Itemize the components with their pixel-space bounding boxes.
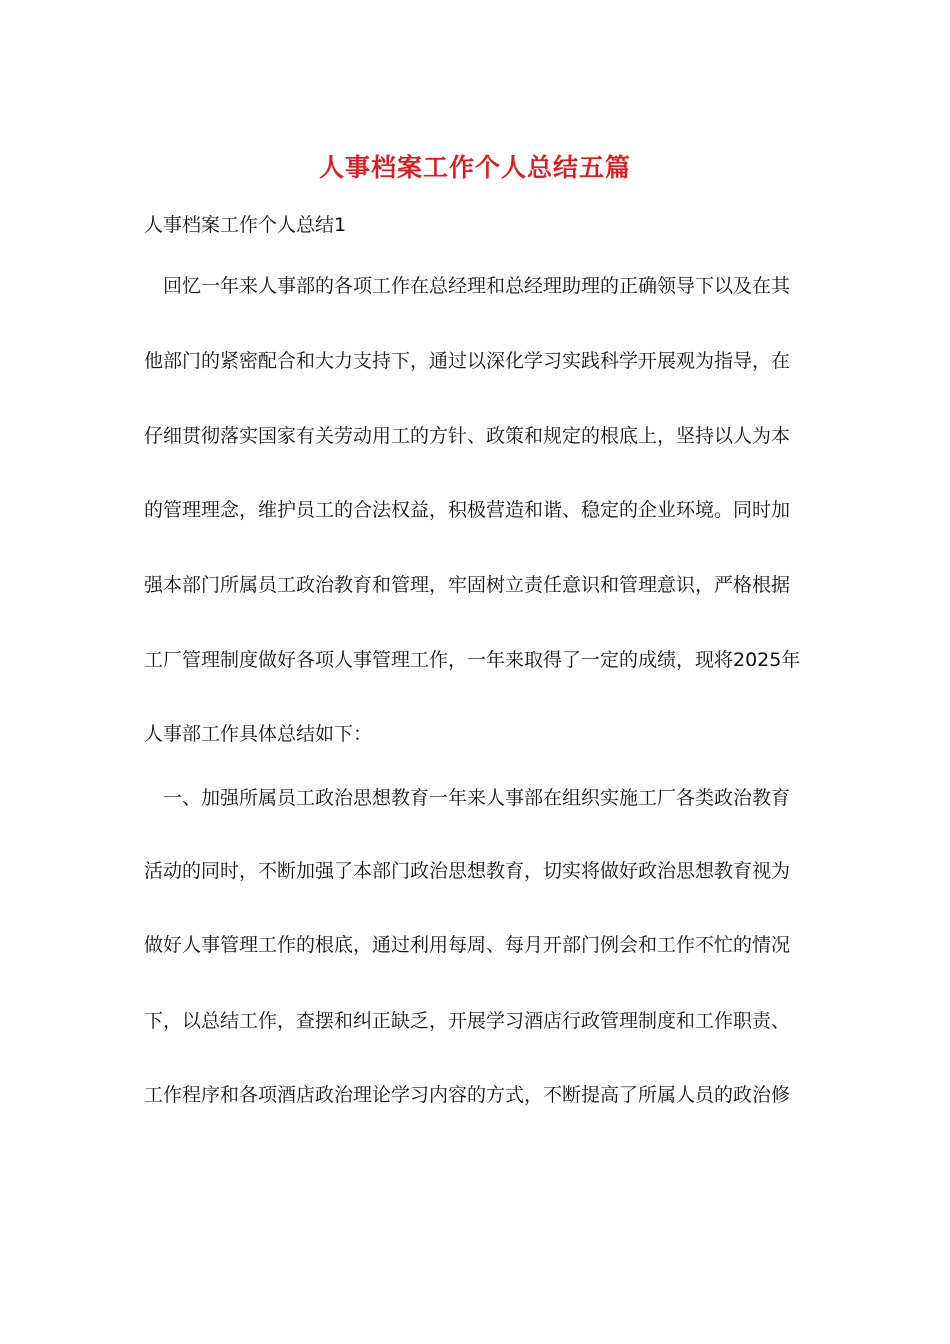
paragraph-line: 活动的同时，不断加强了本部门政治思想教育，切实将做好政治思想教育视为	[144, 860, 791, 882]
paragraph-line: 回忆一年来人事部的各项工作在总经理和总经理助理的正确领导下以及在其	[144, 275, 791, 297]
paragraph-line: 工厂管理制度做好各项人事管理工作，一年来取得了一定的成绩，现将2025年	[144, 649, 801, 671]
paragraph-line: 一、加强所属员工政治思想教育一年来人事部在组织实施工厂各类政治教育	[144, 787, 791, 809]
paragraph-line: 他部门的紧密配合和大力支持下，通过以深化学习实践科学开展观为指导，在	[144, 350, 791, 372]
section-heading: 人事档案工作个人总结1	[144, 214, 347, 236]
paragraph-line: 人事部工作具体总结如下：	[144, 723, 373, 745]
paragraph-line: 下，以总结工作，查摆和纠正缺乏，开展学习酒店行政管理制度和工作职责、	[144, 1010, 791, 1032]
paragraph-line: 工作程序和各项酒店政治理论学习内容的方式，不断提高了所属人员的政治修	[144, 1084, 791, 1106]
paragraph-line: 仔细贯彻落实国家有关劳动用工的方针、政策和规定的根底上，坚持以人为本	[144, 425, 791, 447]
document-title: 人事档案工作个人总结五篇	[318, 153, 631, 182]
paragraph-line: 的管理理念，维护员工的合法权益，积极营造和谐、稳定的企业环境。同时加	[144, 499, 791, 521]
paragraph-line: 强本部门所属员工政治教育和管理，牢固树立责任意识和管理意识，严格根据	[144, 574, 791, 596]
paragraph-line: 做好人事管理工作的根底，通过利用每周、每月开部门例会和工作不忙的情况	[144, 934, 791, 956]
